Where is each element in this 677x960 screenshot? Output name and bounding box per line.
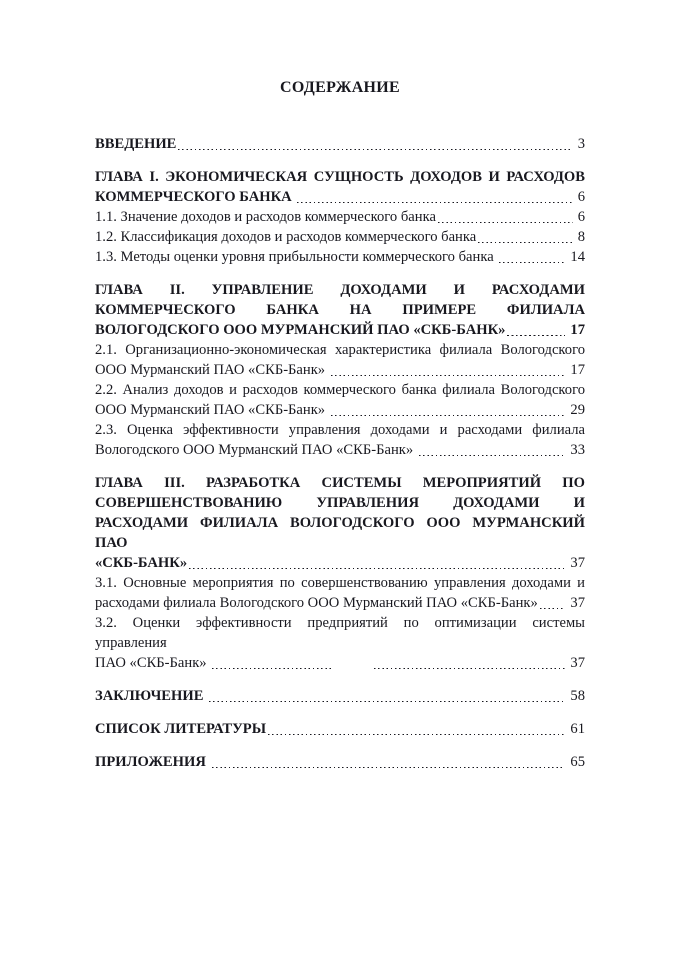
entry-text: ВОЛОГОДСКОГО ООО МУРМАНСКИЙ ПАО «СКБ-БАНК» [95,322,506,338]
toc-entry [95,719,585,739]
entry-lines [95,573,585,593]
entry-line: 2.3. Оценка эффективности управления доходами и расходами филиала [95,422,585,438]
entry-text: ПАО «СКБ-Банк» [95,655,211,671]
entry-page-number: 17 [570,322,585,338]
entry-text: ООО Мурманский ПАО «СКБ-Банк» [95,402,329,418]
toc-entry [95,686,585,706]
entry-line: 2.2. Анализ доходов и расходов коммерческого банка филиала Вологодского [95,382,585,398]
dot-leader [297,202,572,203]
toc-entry [95,613,585,673]
dot-leader [478,242,573,243]
entry-lastline [95,440,585,460]
entry-text: ООО Мурманский ПАО «СКБ-Банк» [95,362,329,378]
dot-leader [331,415,566,416]
entry-lines [95,420,585,440]
entry-page-number: 37 [570,595,585,611]
toc-entry [95,227,585,247]
entry-lastline [95,553,585,573]
entry-line: 3.1. Основные мероприятия по совершенствованию управления доходами и [95,575,585,591]
dot-leader [189,568,565,569]
entry-text: расходами филиала Вологодского ООО Мурманский ПАО «СКБ-Банк» [95,595,538,611]
toc-entry [95,340,585,380]
entry-page-number: 8 [577,229,585,245]
entry-text: ЗАКЛЮЧЕНИЕ [95,688,208,704]
entry-lastline [95,653,585,673]
entry-lastline [95,752,585,772]
entry-line: РАСХОДАМИ ФИЛИАЛА ВОЛОГОДСКОГО ООО МУРМАНСКИЙ ПАО [95,515,585,551]
entry-lastline [95,593,585,613]
dot-leader [419,455,566,456]
entry-lastline [95,207,585,227]
toc-entry [95,752,585,772]
entry-page-number: 17 [570,362,585,378]
dot-leader [209,701,565,702]
dot-leader [178,149,572,150]
toc-entry [95,380,585,420]
entry-lastline [95,320,585,340]
entry-page-number: 6 [577,209,585,225]
entry-lastline [95,227,585,247]
toc-entry [95,247,585,267]
entry-lines [95,380,585,400]
dot-leader [331,375,566,376]
toc-entry [95,207,585,227]
entry-lastline [95,686,585,706]
entry-lines [95,280,585,320]
entry-lines [95,473,585,553]
entry-page-number: 65 [570,754,585,770]
entry-text: 1.2. Классификация доходов и расходов коммерческого банка [95,229,477,245]
entry-text: Вологодского ООО Мурманский ПАО «СКБ-Банк» [95,442,417,458]
toc-entry [95,473,585,573]
toc-entry [95,134,585,154]
dot-leader [499,262,565,263]
entry-line: 2.1. Организационно-экономическая характеристика филиала Вологодского [95,342,585,358]
entry-page-number: 3 [577,136,585,152]
dot-leader [268,734,565,735]
dot-leader [438,222,573,223]
entry-page-number: 33 [570,442,585,458]
entry-line: СОВЕРШЕНСТВОВАНИЮ УПРАВЛЕНИЯ ДОХОДАМИ И [95,495,585,511]
entry-lastline [95,360,585,380]
page-title: СОДЕРЖАНИЕ [279,79,401,96]
entry-text: ВВЕДЕНИЕ [95,136,177,152]
entry-text: СПИСОК ЛИТЕРАТУРЫ [95,721,267,737]
dot-leader-gap [336,672,372,673]
entry-line: ГЛАВА I. ЭКОНОМИЧЕСКАЯ СУЩНОСТЬ ДОХОДОВ И РАСХОДОВ [95,169,585,185]
entry-line: ГЛАВА II. УПРАВЛЕНИЕ ДОХОДАМИ И РАСХОДАМИ [95,282,585,298]
dot-leader [212,668,332,669]
entry-page-number: 37 [570,655,585,671]
entry-lastline [95,400,585,420]
entry-text: «СКБ-БАНК» [95,555,188,571]
entry-text: 1.3. Методы оценки уровня прибыльности коммерческого банка [95,249,498,265]
entry-text: 1.1. Значение доходов и расходов коммерческого банка [95,209,436,225]
entry-lastline [95,719,585,739]
entry-lines [95,340,585,360]
entry-page-number: 29 [570,402,585,418]
entry-lastline [95,187,585,207]
entry-line: КОММЕРЧЕСКОГО БАНКА НА ПРИМЕРЕ ФИЛИАЛА [95,302,585,318]
dot-leader [212,767,566,768]
entry-text: ПРИЛОЖЕНИЯ [95,754,210,770]
entry-line: ГЛАВА III. РАЗРАБОТКА СИСТЕМЫ МЕРОПРИЯТИЙ ПО [95,475,585,491]
entry-lines [95,613,585,653]
dot-leader [507,335,565,337]
entry-page-number: 58 [570,688,585,704]
entry-lines [95,167,585,187]
entry-page-number: 6 [577,189,585,205]
entry-lastline [95,247,585,267]
entry-page-number: 14 [570,249,585,265]
dot-leader [374,668,565,669]
toc-entry [95,420,585,460]
entry-lastline [95,134,585,154]
dot-leader [540,608,566,609]
entry-text: КОММЕРЧЕСКОГО БАНКА [95,189,296,205]
entry-page-number: 61 [570,721,585,737]
toc-entry [95,573,585,613]
toc-entry [95,167,585,207]
entry-line: 3.2. Оценки эффективности предприятий по оптимизации системы управления [95,615,585,651]
entry-page-number: 37 [570,555,585,571]
toc-entry [95,280,585,340]
toc-list [95,134,585,772]
